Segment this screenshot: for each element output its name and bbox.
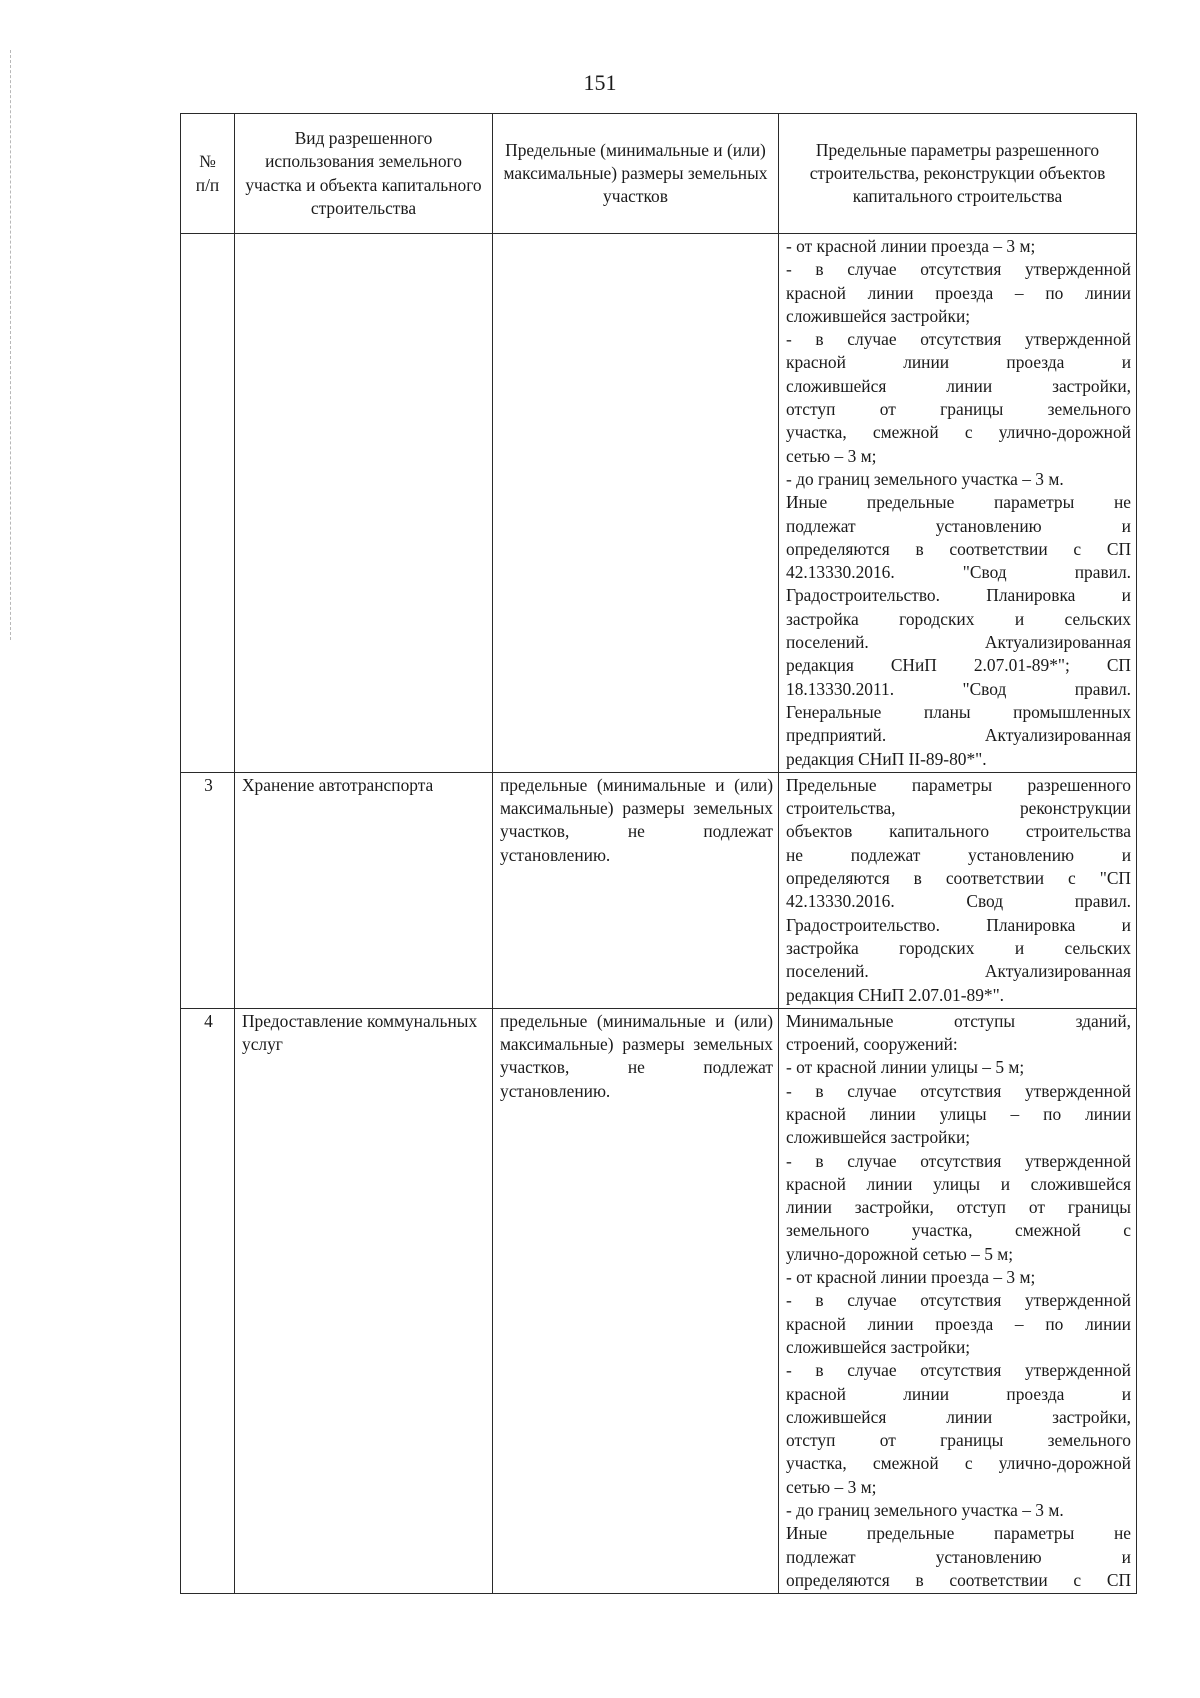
param-line: красной линии проезда и [786, 352, 1131, 373]
param-line: 42.13330.2016. "Свод правил. [786, 562, 1131, 583]
row-number: 3 [181, 772, 235, 1008]
param-line: красной линии улицы – по линии [786, 1103, 1131, 1124]
param-line: сложившейся линии застройки, [786, 1406, 1131, 1427]
page-number: 151 [583, 70, 617, 95]
param-line: сетью – 3 м; [786, 445, 877, 466]
header-use-type: Вид разрешенного использования земельного участка и объекта капитального строительства [235, 114, 493, 234]
param-line: Иные предельные параметры не [786, 1523, 1131, 1544]
table-row [181, 234, 1137, 773]
param-line: - в случае отсутствия утвержденной [786, 1150, 1131, 1171]
param-line: линии застройки, отступ от границы [786, 1197, 1131, 1218]
param-line: - в случае отсутствия утвержденной [786, 1360, 1131, 1381]
header-build-params: Предельные параметры разрешенного строительства, реконструкции объектов капитального строительства [779, 114, 1137, 234]
param-line: красной линии проезда и [786, 1383, 1131, 1404]
row-number [181, 234, 235, 773]
param-line: улично-дорожной сетью – 5 м; [786, 1243, 1014, 1264]
param-line: сложившейся застройки; [786, 1336, 971, 1357]
param-line: - в случае отсутствия утвержденной [786, 1080, 1131, 1101]
param-line: - от красной линии улицы – 5 м; [786, 1057, 1025, 1078]
param-line: красной линии улицы и сложившейся [786, 1173, 1131, 1194]
param-line: - в случае отсутствия утвержденной [786, 329, 1131, 350]
param-line: определяются в соответствии с СП [786, 1569, 1131, 1590]
header-number-sign: № [199, 151, 216, 172]
table-row [181, 1008, 1137, 1593]
param-line: не подлежат установлению и [786, 844, 1131, 865]
param-line: - от красной линии проезда – 3 м; [786, 1267, 1036, 1288]
param-line: участка, смежной с улично-дорожной [786, 1453, 1131, 1474]
param-line: сложившейся застройки; [786, 305, 971, 326]
row-use-type [235, 234, 493, 773]
param-line: земельного участка, смежной с [786, 1220, 1131, 1241]
row-number: 4 [181, 1008, 235, 1593]
param-line: Градостроительство. Планировка и [786, 585, 1131, 606]
param-line: предприятий. Актуализированная [786, 725, 1131, 746]
param-line: Предельные параметры разрешенного [786, 774, 1131, 795]
param-line: строительства, реконструкции [786, 798, 1131, 819]
table-header-row [181, 114, 1137, 234]
param-line: - в случае отсутствия утвержденной [786, 259, 1131, 280]
param-line: поселений. Актуализированная [786, 961, 1131, 982]
param-line: - в случае отсутствия утвержденной [786, 1290, 1131, 1311]
param-line: подлежат установлению и [786, 1546, 1131, 1567]
param-line: поселений. Актуализированная [786, 632, 1131, 653]
header-number-abbr: п/п [195, 174, 220, 195]
header-plot-sizes: Предельные (минимальные и (или) максимальные) размеры земельных участков [493, 114, 779, 234]
param-line: - от красной линии проезда – 3 м; [786, 236, 1036, 256]
param-line: Иные предельные параметры не [786, 492, 1131, 513]
param-line: участка, смежной с улично-дорожной [786, 422, 1131, 443]
param-line: 42.13330.2016. Свод правил. [786, 891, 1131, 912]
row-plot-sizes: предельные (минимальные и (или) максимальные) размеры земельных участков, не подлежат установлению. [493, 1008, 779, 1593]
param-line: строений, сооружений: [786, 1034, 958, 1055]
param-line: редакция СНиП 2.07.01-89*". [786, 984, 1005, 1005]
param-line: Градостроительство. Планировка и [786, 914, 1131, 935]
param-line: редакция СНиП 2.07.01-89*"; СП [786, 655, 1131, 676]
row-build-params [779, 772, 1137, 1008]
param-line: застройка городских и сельских [786, 937, 1131, 958]
param-line: Минимальные отступы зданий, [786, 1010, 1131, 1031]
param-line: определяются в соответствии с СП [786, 538, 1131, 559]
param-line: подлежат установлению и [786, 515, 1131, 536]
param-line: объектов капитального строительства [786, 821, 1131, 842]
param-line: застройка городских и сельских [786, 608, 1131, 629]
param-line: сетью – 3 м; [786, 1476, 877, 1497]
scan-edge-mark [10, 50, 12, 640]
param-line: сложившейся застройки; [786, 1127, 971, 1148]
param-line: определяются в соответствии с "СП [786, 868, 1131, 889]
row-plot-sizes [493, 234, 779, 773]
param-line: Генеральные планы промышленных [786, 701, 1131, 722]
param-line: красной линии проезда – по линии [786, 282, 1131, 303]
regulations-table [180, 113, 1137, 1594]
param-line: 18.13330.2011. "Свод правил. [786, 678, 1131, 699]
table-row [181, 772, 1137, 1008]
param-line: редакция СНиП II-89-80*". [786, 748, 987, 769]
param-line: - до границ земельного участка – 3 м. [786, 468, 1064, 489]
row-build-params [779, 1008, 1137, 1593]
row-build-params [779, 234, 1137, 773]
param-line: отступ от границы земельного [786, 399, 1131, 420]
row-plot-sizes: предельные (минимальные и (или) максимальные) размеры земельных участков, не подлежат установлению. [493, 772, 779, 1008]
row-use-type: Хранение автотранспорта [235, 772, 493, 1008]
header-number [181, 114, 235, 234]
row-use-type: Предоставление коммунальных услуг [235, 1008, 493, 1593]
param-line: красной линии проезда – по линии [786, 1313, 1131, 1334]
param-line: отступ от границы земельного [786, 1430, 1131, 1451]
param-line: - до границ земельного участка – 3 м. [786, 1500, 1064, 1521]
param-line: сложившейся линии застройки, [786, 375, 1131, 396]
